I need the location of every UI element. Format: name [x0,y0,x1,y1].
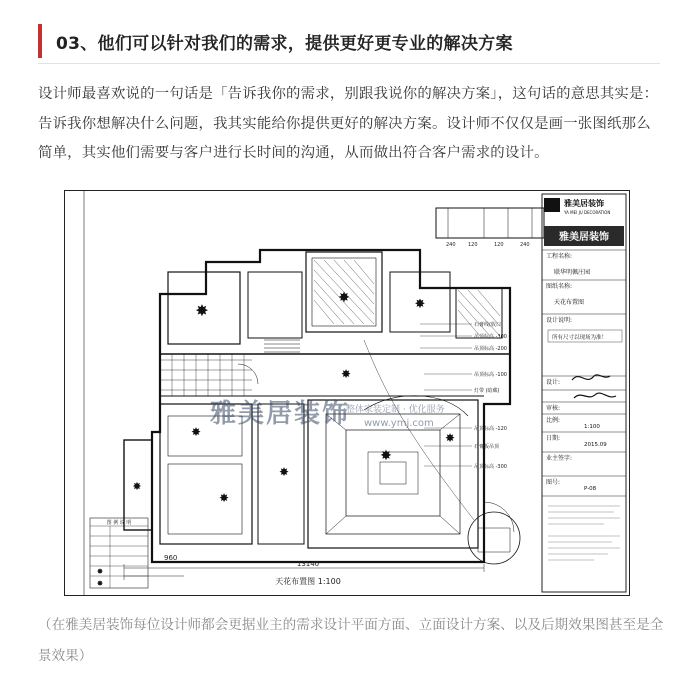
watermark-logo-text: 雅美居装饰 [210,399,351,429]
watermark-slogan: 整体家装定制 · 优化服务 [346,405,445,415]
svg-text:✸: ✸ [414,297,426,312]
number-value: P-08 [584,486,597,492]
checker-signature [574,393,616,398]
ceiling-label: 吊顶标高 -200 [474,346,507,352]
owner-label: 业主签字: [546,455,573,462]
ceiling-label: 吊顶标高 -300 [474,334,507,340]
svg-text:✸: ✸ [96,579,104,588]
top-elevation [436,208,544,238]
watermark-url: www.ymj.com [364,418,434,429]
section-heading-text: 03、他们可以针对我们的需求，提供更好更专业的解决方案 [56,33,513,54]
ceiling-label: 吊顶标高 -120 [474,426,507,432]
project-name: 联华明佩庄园 [554,269,591,276]
image-caption: （在雅美居装饰每位设计师都会更据业主的需求设计平面方面、立面设计方案、以及后期效果图甚至是全景效果） [38,617,664,664]
brand-banner-text: 雅美居装饰 [559,232,609,243]
date-label: 日期: [546,435,561,442]
svg-text:✸: ✸ [218,491,230,505]
svg-text:✸: ✸ [338,290,350,306]
svg-text:240: 240 [446,242,456,248]
drawing-label: 图纸名称: [546,283,573,290]
ceiling-label: 石膏线(收口) [474,322,503,328]
date-value: 2015.09 [584,442,607,448]
ceiling-label: 灯带 (暗藏) [474,388,500,394]
svg-text:120: 120 [468,242,478,248]
svg-text:✸: ✸ [340,367,352,381]
ceiling-label: 吊顶标高 -300 [474,464,507,470]
designer-signature [572,375,610,380]
checker-label: 审核: [546,405,561,412]
svg-text:120: 120 [494,242,504,248]
drawing-frame [65,191,630,596]
plan-title: 天花布置图 1:100 [275,577,341,586]
svg-text:✸: ✸ [96,567,104,576]
heading-divider [38,63,660,64]
company-name-en: YA MEI JU DECORATION [564,210,611,215]
ceiling-plan-svg [64,190,630,596]
legend-title: 图 例 说 明 [106,520,132,526]
svg-text:✸: ✸ [195,301,209,320]
ratio-label: 比例: [546,417,561,424]
ceiling-plan-drawing [64,190,630,596]
svg-text:✸: ✸ [278,465,290,479]
body-paragraph: 设计师最喜欢说的一句话是「告诉我你的需求，别跟我说你的解决方案」，这句话的意思其实是：告诉我你想解决什么问题，我其实能给你提供更好的解决方案。设计师不仅仅是画一张图纸那么简单，其实他们需要与客户进行长时间的沟通，从而做出符合客户需求的设计。 [38,86,659,161]
designer-label: 设计: [546,379,561,386]
legend-table [90,518,148,588]
svg-text:✸: ✸ [132,480,142,493]
svg-text:240: 240 [520,242,530,248]
description-label: 设计说明: [546,317,573,324]
description-text: 所有尺寸以现场为准！ [552,335,608,341]
top-dimensions [446,242,530,248]
svg-text:✸: ✸ [444,431,456,445]
project-label: 工程名称: [546,253,573,260]
ratio-value: 1:100 [584,424,600,430]
number-label: 图号: [546,479,561,486]
ceiling-label: 吊顶标高 -100 [474,372,507,378]
title-block [542,194,626,592]
left-dimension: 960 [164,554,178,562]
svg-text:✸: ✸ [190,425,202,439]
watermark [210,398,445,429]
drawing-name: 天花布置图 [554,299,585,306]
section-heading [38,24,660,58]
total-dimension: 13140 [296,560,320,568]
company-name: 雅美居装饰 [564,199,604,208]
lamp-symbols [132,290,455,505]
svg-text:✸: ✸ [380,448,392,464]
ceiling-label: 石膏板吊顶 [474,444,500,450]
